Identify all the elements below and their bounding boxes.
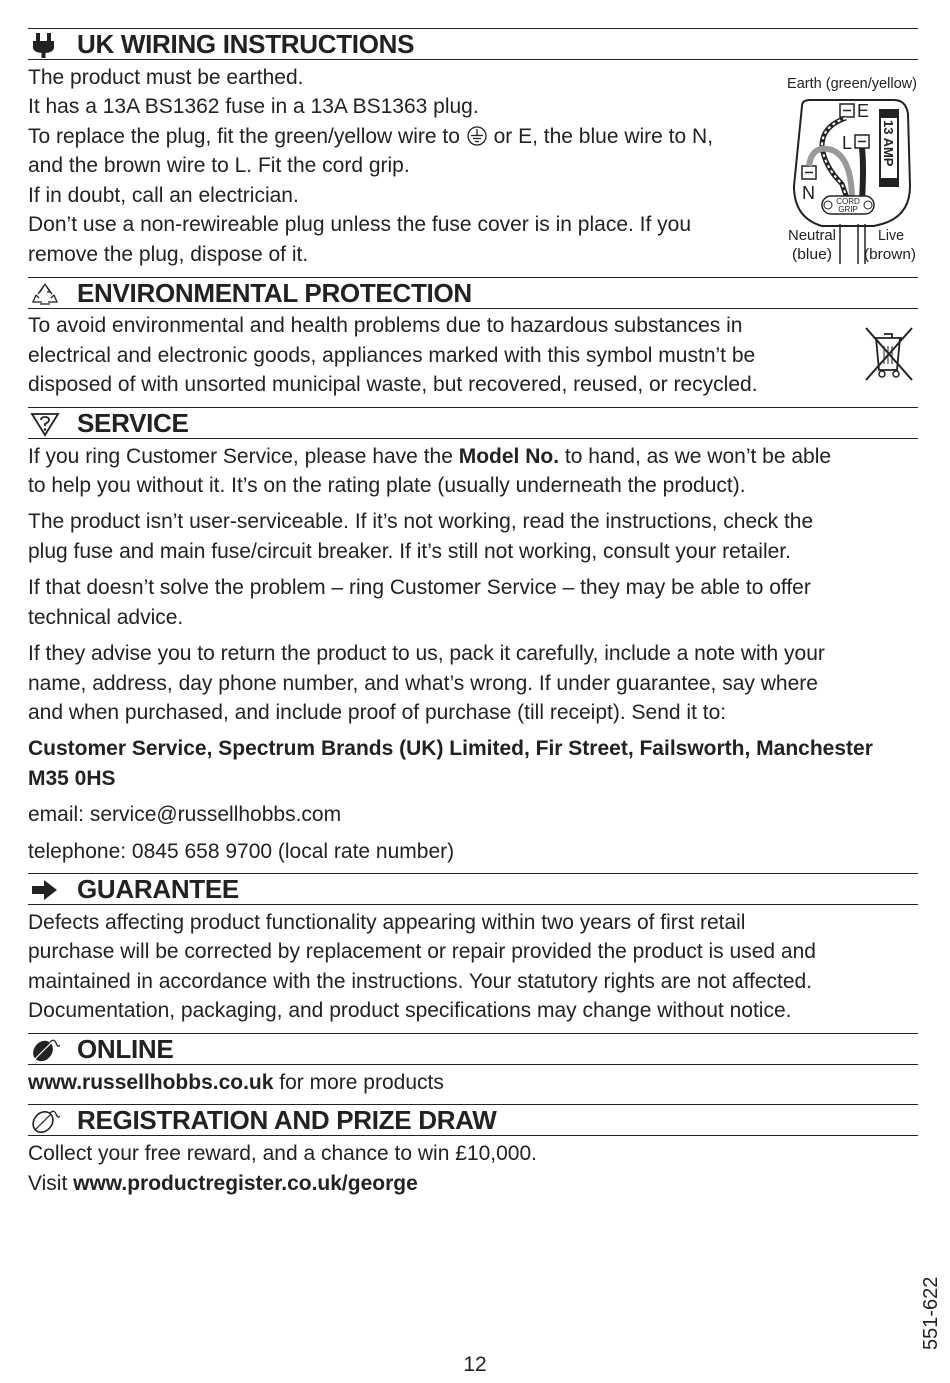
text-line: electrical and electronic goods, appliances marked with this symbol mustn’t be [28, 344, 756, 367]
section-title: ENVIRONMENTAL PROTECTION [77, 278, 472, 308]
section-header-uk-wiring [28, 28, 918, 60]
text-line: If they advise you to return the product to us, pack it carefully, include a note with your [28, 642, 825, 665]
earth-symbol-icon [466, 126, 488, 146]
neutral-color-label: (blue) [792, 246, 832, 263]
text-line: and the brown wire to L. Fit the cord grip. [28, 154, 410, 177]
text-line: maintained in accordance with the instructions. Your statutory rights are not affected. [28, 970, 813, 993]
section-header-online [28, 1033, 918, 1065]
text-line [28, 1169, 418, 1199]
text-line: It has a 13A BS1362 fuse in a 13A BS1363 plug. [28, 95, 479, 118]
text-line: Defects affecting product functionality appearing within two years of first retail [28, 911, 746, 934]
grip-label: GRIP [838, 205, 858, 214]
section-title: REGISTRATION AND PRIZE DRAW [77, 1105, 497, 1135]
text-line: Documentation, packaging, and product specifications may change without notice. [28, 999, 792, 1022]
arrow-right-icon [30, 877, 60, 903]
register-link[interactable]: www.productregister.co.uk/george [73, 1172, 418, 1195]
text-line: technical advice. [28, 606, 184, 629]
terminal-l-label: L [842, 133, 853, 153]
section-title: UK WIRING INSTRUCTIONS [77, 29, 415, 59]
text-line: to help you without it. It’s on the rating plate (usually underneath the product). [28, 474, 746, 497]
address-line: M35 0HS [28, 767, 116, 790]
mouse-outline-icon [30, 1108, 60, 1134]
cord-label: CORD [836, 197, 860, 206]
text-line: If in doubt, call an electrician. [28, 184, 299, 207]
terminal-n-label: N [802, 183, 815, 203]
text-segment: If you ring Customer Service, please have the [28, 445, 459, 468]
live-label: Live [878, 227, 904, 244]
section-header-registration [28, 1104, 918, 1136]
text-line: purchase will be corrected by replacement or repair provided the product is used and [28, 940, 816, 963]
text-segment: to hand, as we won’t be able [559, 445, 832, 468]
website-link[interactable]: www.russellhobbs.co.uk [28, 1071, 274, 1094]
text-line: To avoid environmental and health problems due to hazardous substances in [28, 314, 743, 337]
document-code: 551-622 [920, 1276, 942, 1350]
model-number-label: Model No. [458, 445, 560, 468]
text-line: If that doesn’t solve the problem – ring Customer Service – they may be able to offer [28, 576, 811, 599]
text-line: remove the plug, dispose of it. [28, 243, 309, 266]
fuse-rating-label: 13 AMP [881, 120, 896, 167]
section-title: SERVICE [77, 408, 189, 438]
plug-icon [30, 32, 60, 58]
text-segment: Visit [28, 1172, 74, 1195]
text-line: name, address, day phone number, and what’s wrong. If under guarantee, say where [28, 672, 818, 695]
text-line: plug fuse and main fuse/circuit breaker. If it’s still not working, consult your retailer. [28, 540, 791, 563]
text-line: The product must be earthed. [28, 66, 304, 89]
text-line: disposed of with unsorted municipal waste, but recovered, reused, or recycled. [28, 373, 758, 396]
text-line: Collect your free reward, and a chance to win £10,000. [28, 1142, 537, 1165]
email-text[interactable]: email: service@russellhobbs.com [28, 803, 342, 826]
text-line: and when purchased, and include proof of purchase (till receipt). Send it to: [28, 701, 727, 724]
section-title: GUARANTEE [77, 874, 239, 904]
text-line [28, 122, 713, 152]
section-header-environmental [28, 277, 918, 309]
mouse-cursor-icon [30, 1037, 60, 1063]
section-title: ONLINE [77, 1034, 174, 1064]
telephone-text: telephone: 0845 658 9700 (local rate number) [28, 840, 455, 863]
address-line: Customer Service, Spectrum Brands (UK) Limited, Fir Street, Failsworth, Manchester [28, 737, 873, 760]
text-line [28, 1068, 444, 1098]
text-segment: To replace the plug, fit the green/yellow wire to [28, 125, 460, 148]
page-number: 12 [463, 1353, 487, 1376]
text-line [28, 442, 831, 472]
plug-wiring-diagram [782, 66, 922, 266]
recycle-icon [30, 281, 60, 307]
text-segment: for more products [273, 1071, 444, 1094]
terminal-e-label: E [857, 101, 870, 121]
neutral-label: Neutral [788, 227, 836, 244]
text-line: The product isn’t user-serviceable. If it’s not working, read the instructions, check the [28, 510, 814, 533]
text-segment: or E, the blue wire to N, [493, 125, 714, 148]
service-question-icon [30, 411, 60, 437]
earth-label: Earth (green/yellow) [787, 75, 917, 92]
weee-crossed-bin-icon [862, 324, 916, 382]
text-line: Don’t use a non-rewireable plug unless the fuse cover is in place. If you [28, 213, 692, 236]
section-header-guarantee [28, 873, 918, 905]
section-header-service [28, 407, 918, 439]
live-color-label: (brown) [864, 246, 916, 263]
